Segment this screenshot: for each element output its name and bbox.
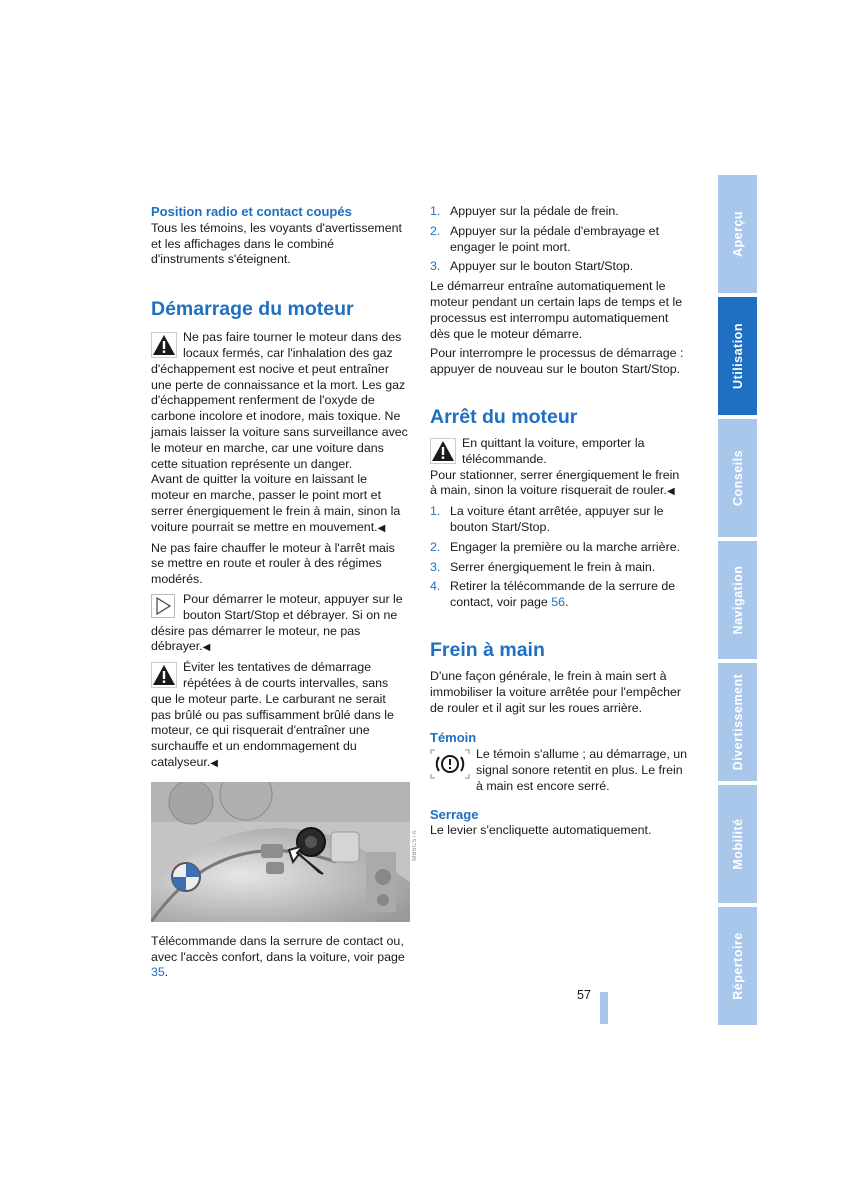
tab-repertoire[interactable] bbox=[718, 907, 757, 1025]
page-number: 57 bbox=[577, 988, 591, 1002]
end-mark-icon: ◀ bbox=[210, 757, 218, 769]
tab-conseils[interactable] bbox=[718, 419, 757, 537]
step-end: . bbox=[565, 595, 569, 610]
heading-demarrage: Démarrage du moteur bbox=[151, 298, 354, 321]
page-number-bar bbox=[600, 992, 608, 1024]
step-number: 4. bbox=[430, 579, 441, 594]
end-mark-icon: ◀ bbox=[377, 522, 386, 534]
right-column bbox=[430, 204, 688, 843]
warning-1-text: Ne pas faire tourner le moteur dans des locaux fermés, car l'inhalation des gaz d'échappement est nocive et peut entraîner une perte de connaissance et la mort. Les gaz d'échappement renferment de l'oxyde de carbone incolore et inodore, mais toxique. Ne jamais laisser la voiture sans surveillance avec le moteur en marche, car une voiture dans cette situation représente un danger. bbox=[151, 330, 408, 471]
warning-triangle-icon bbox=[151, 662, 177, 688]
warning-block-2 bbox=[151, 660, 409, 772]
tab-label: Utilisation bbox=[730, 323, 745, 389]
step-page-link[interactable]: 56 bbox=[551, 595, 566, 610]
step-text: Serrer énergiquement le frein à main. bbox=[450, 559, 656, 574]
step-number: 1. bbox=[430, 204, 441, 218]
position-radio-text: Tous les témoins, les voyants d'avertissement et les affichages dans le combiné d'instruments s'éteignent. bbox=[151, 220, 402, 267]
list-item bbox=[430, 504, 688, 536]
warning-block-arret bbox=[430, 436, 688, 500]
photo-illustration bbox=[151, 782, 410, 922]
temoin-block bbox=[430, 747, 688, 794]
heading-arret: Arrêt du moteur bbox=[430, 405, 578, 428]
caption-page-link[interactable]: 35 bbox=[151, 965, 165, 980]
step-number: 3. bbox=[430, 559, 441, 574]
tab-label: Mobilité bbox=[730, 818, 745, 870]
stationner-text: Pour stationner, serrer énergiquement le frein à main, sinon la voiture risquerait de rouler. bbox=[430, 467, 680, 498]
section-title-position-radio: Position radio et contact coupés bbox=[151, 204, 352, 219]
step-number: 3. bbox=[430, 259, 441, 274]
step-text: Appuyer sur la pédale d'embrayage et engager le point mort. bbox=[450, 223, 660, 254]
warning-triangle-icon bbox=[151, 332, 177, 358]
step-text: Appuyer sur la pédale de frein. bbox=[450, 204, 619, 218]
note-text: Pour démarrer le moteur, appuyer sur le bouton Start/Stop et débrayer. Si on ne désire pas démarrer le moteur, ne pas débrayer. bbox=[151, 591, 403, 654]
warning-arret-text: En quittant la voiture, emporter la télécommande. bbox=[462, 435, 645, 466]
note-block bbox=[151, 592, 409, 656]
heading-frein: Frein à main bbox=[430, 638, 545, 661]
warning-triangle-icon bbox=[430, 438, 456, 464]
end-mark-icon: ◀ bbox=[202, 642, 211, 654]
chauffer-text: Ne pas faire chauffer le moteur à l'arrêt mais se mettre en route et rouler à des régimes modérés. bbox=[151, 540, 395, 587]
steering-wheel-photo bbox=[151, 782, 410, 922]
start-steps-list bbox=[430, 204, 688, 275]
end-mark-icon: ◀ bbox=[666, 486, 675, 498]
tab-label: Conseils bbox=[730, 449, 745, 507]
photo-code: MB6C57A bbox=[412, 830, 418, 861]
tab-mobilite[interactable] bbox=[718, 785, 757, 903]
tab-divertissement[interactable] bbox=[718, 663, 757, 781]
step-text: Appuyer sur le bouton Start/Stop. bbox=[450, 259, 634, 274]
list-item bbox=[430, 259, 688, 275]
list-item bbox=[430, 224, 688, 256]
caption-text: Télécommande dans la serrure de contact ou, avec l'accès confort, dans la voiture, voir page bbox=[151, 933, 405, 964]
subheading-serrage: Serrage bbox=[430, 806, 479, 822]
step-number: 2. bbox=[430, 223, 441, 238]
parking-brake-warning-icon bbox=[430, 749, 470, 779]
tab-utilisation[interactable] bbox=[718, 297, 757, 415]
interrompre-text: Pour interrompre le processus de démarrage : appuyer de nouveau sur le bouton Start/Stop. bbox=[430, 346, 684, 377]
tab-navigation[interactable] bbox=[718, 541, 757, 659]
subheading-temoin: Témoin bbox=[430, 730, 477, 746]
list-item bbox=[430, 560, 688, 576]
step-text: La voiture étant arrêtée, appuyer sur le bouton Start/Stop. bbox=[450, 504, 664, 534]
step-number: 2. bbox=[430, 539, 441, 554]
tab-label: Navigation bbox=[730, 565, 745, 635]
warning-block-1 bbox=[151, 330, 409, 536]
warning-1b-text: Avant de quitter la voiture en laissant le moteur en marche, passer le point mort et serrer énergiquement le frein à main, sinon la voiture pourrait se mettre en mouvement. bbox=[151, 472, 401, 534]
tab-label: Aperçu bbox=[730, 210, 745, 258]
step-number: 1. bbox=[430, 504, 441, 519]
tab-label: Divertissement bbox=[730, 673, 745, 771]
list-item bbox=[430, 579, 688, 611]
stop-steps-list bbox=[430, 504, 688, 611]
chapter-tabs bbox=[718, 175, 757, 1025]
frein-text: D'une façon générale, le frein à main sert à immobiliser la voiture arrêtée pour l'empêcher de rouler et il agit sur les roues arrière. bbox=[430, 668, 681, 715]
list-item bbox=[430, 204, 688, 220]
demarreur-text: Le démarreur entraîne automatiquement le moteur pendant un certain laps de temps et le processus est interrompu automatiquement dès que le moteur démarre. bbox=[430, 279, 683, 341]
warning-2-text: Éviter les tentatives de démarrage répétées à de courts intervalles, sans que le moteur parte. Le carburant ne serait pas brûlé ou pas suffisamment brûlé dans le moteur, ce qui risquerait d'entraîner une surchauffe et un endommagement du catalyseur. bbox=[151, 660, 394, 769]
note-arrow-icon bbox=[151, 594, 175, 618]
step-text: Retirer la télécommande de la serrure de contact, voir page bbox=[450, 579, 676, 610]
list-item bbox=[430, 540, 688, 556]
serrage-text: Le levier s'encliquette automatiquement. bbox=[430, 823, 652, 838]
tab-apercu[interactable] bbox=[718, 175, 757, 293]
tab-label: Répertoire bbox=[730, 932, 745, 1000]
left-column bbox=[151, 204, 409, 985]
temoin-text: Le témoin s'allume ; au démarrage, un signal sonore retentit en plus. Le frein à main est encore serré. bbox=[476, 747, 688, 793]
photo-caption bbox=[151, 934, 409, 981]
caption-end: . bbox=[164, 965, 169, 980]
step-text: Engager la première ou la marche arrière. bbox=[450, 539, 681, 554]
